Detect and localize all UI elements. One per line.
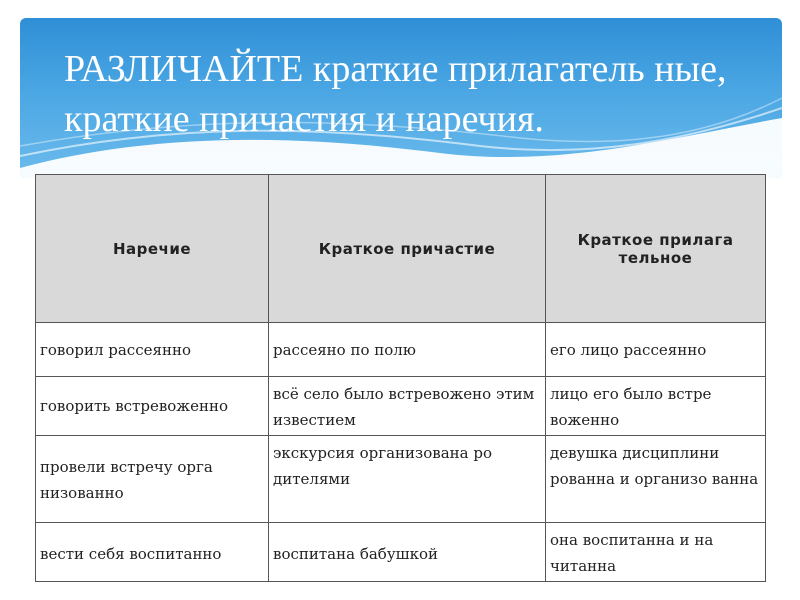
- slide-title-banner: [20, 18, 782, 178]
- table-cell: она воспитанна и на читанна: [546, 523, 766, 582]
- column-header-short-adjective: Краткое прилага тельное: [546, 175, 766, 323]
- table-cell: всё село было встревожено этим известием: [269, 377, 546, 436]
- table-row: [36, 523, 766, 582]
- table-header-row: [36, 175, 766, 323]
- comparison-table: [35, 174, 766, 582]
- table-cell: провели встречу орга низованно: [36, 436, 269, 523]
- table-cell: экскурсия организована ро дителями: [269, 436, 546, 523]
- table-cell: вести себя воспитанно: [36, 523, 269, 582]
- column-header-short-participle: Краткое причастие: [269, 175, 546, 323]
- column-header-adverb: Наречие: [36, 175, 269, 323]
- table-row: [36, 323, 766, 377]
- table-cell: девушка дисциплини рованна и организо ванна: [546, 436, 766, 523]
- slide-title: [64, 44, 782, 144]
- slide-title-rest: краткие прилагатель ные, краткие причастия и наречия.: [64, 48, 727, 140]
- slide-title-caps: РАЗЛИЧАЙТЕ: [64, 48, 304, 90]
- table-cell: говорил рассеянно: [36, 323, 269, 377]
- table-cell: его лицо рассеянно: [546, 323, 766, 377]
- table-cell: воспитана бабушкой: [269, 523, 546, 582]
- table-cell: лицо его было встре воженно: [546, 377, 766, 436]
- table-row: [36, 377, 766, 436]
- table-cell: рассеяно по полю: [269, 323, 546, 377]
- table-row: [36, 436, 766, 523]
- table-cell: говорить встревоженно: [36, 377, 269, 436]
